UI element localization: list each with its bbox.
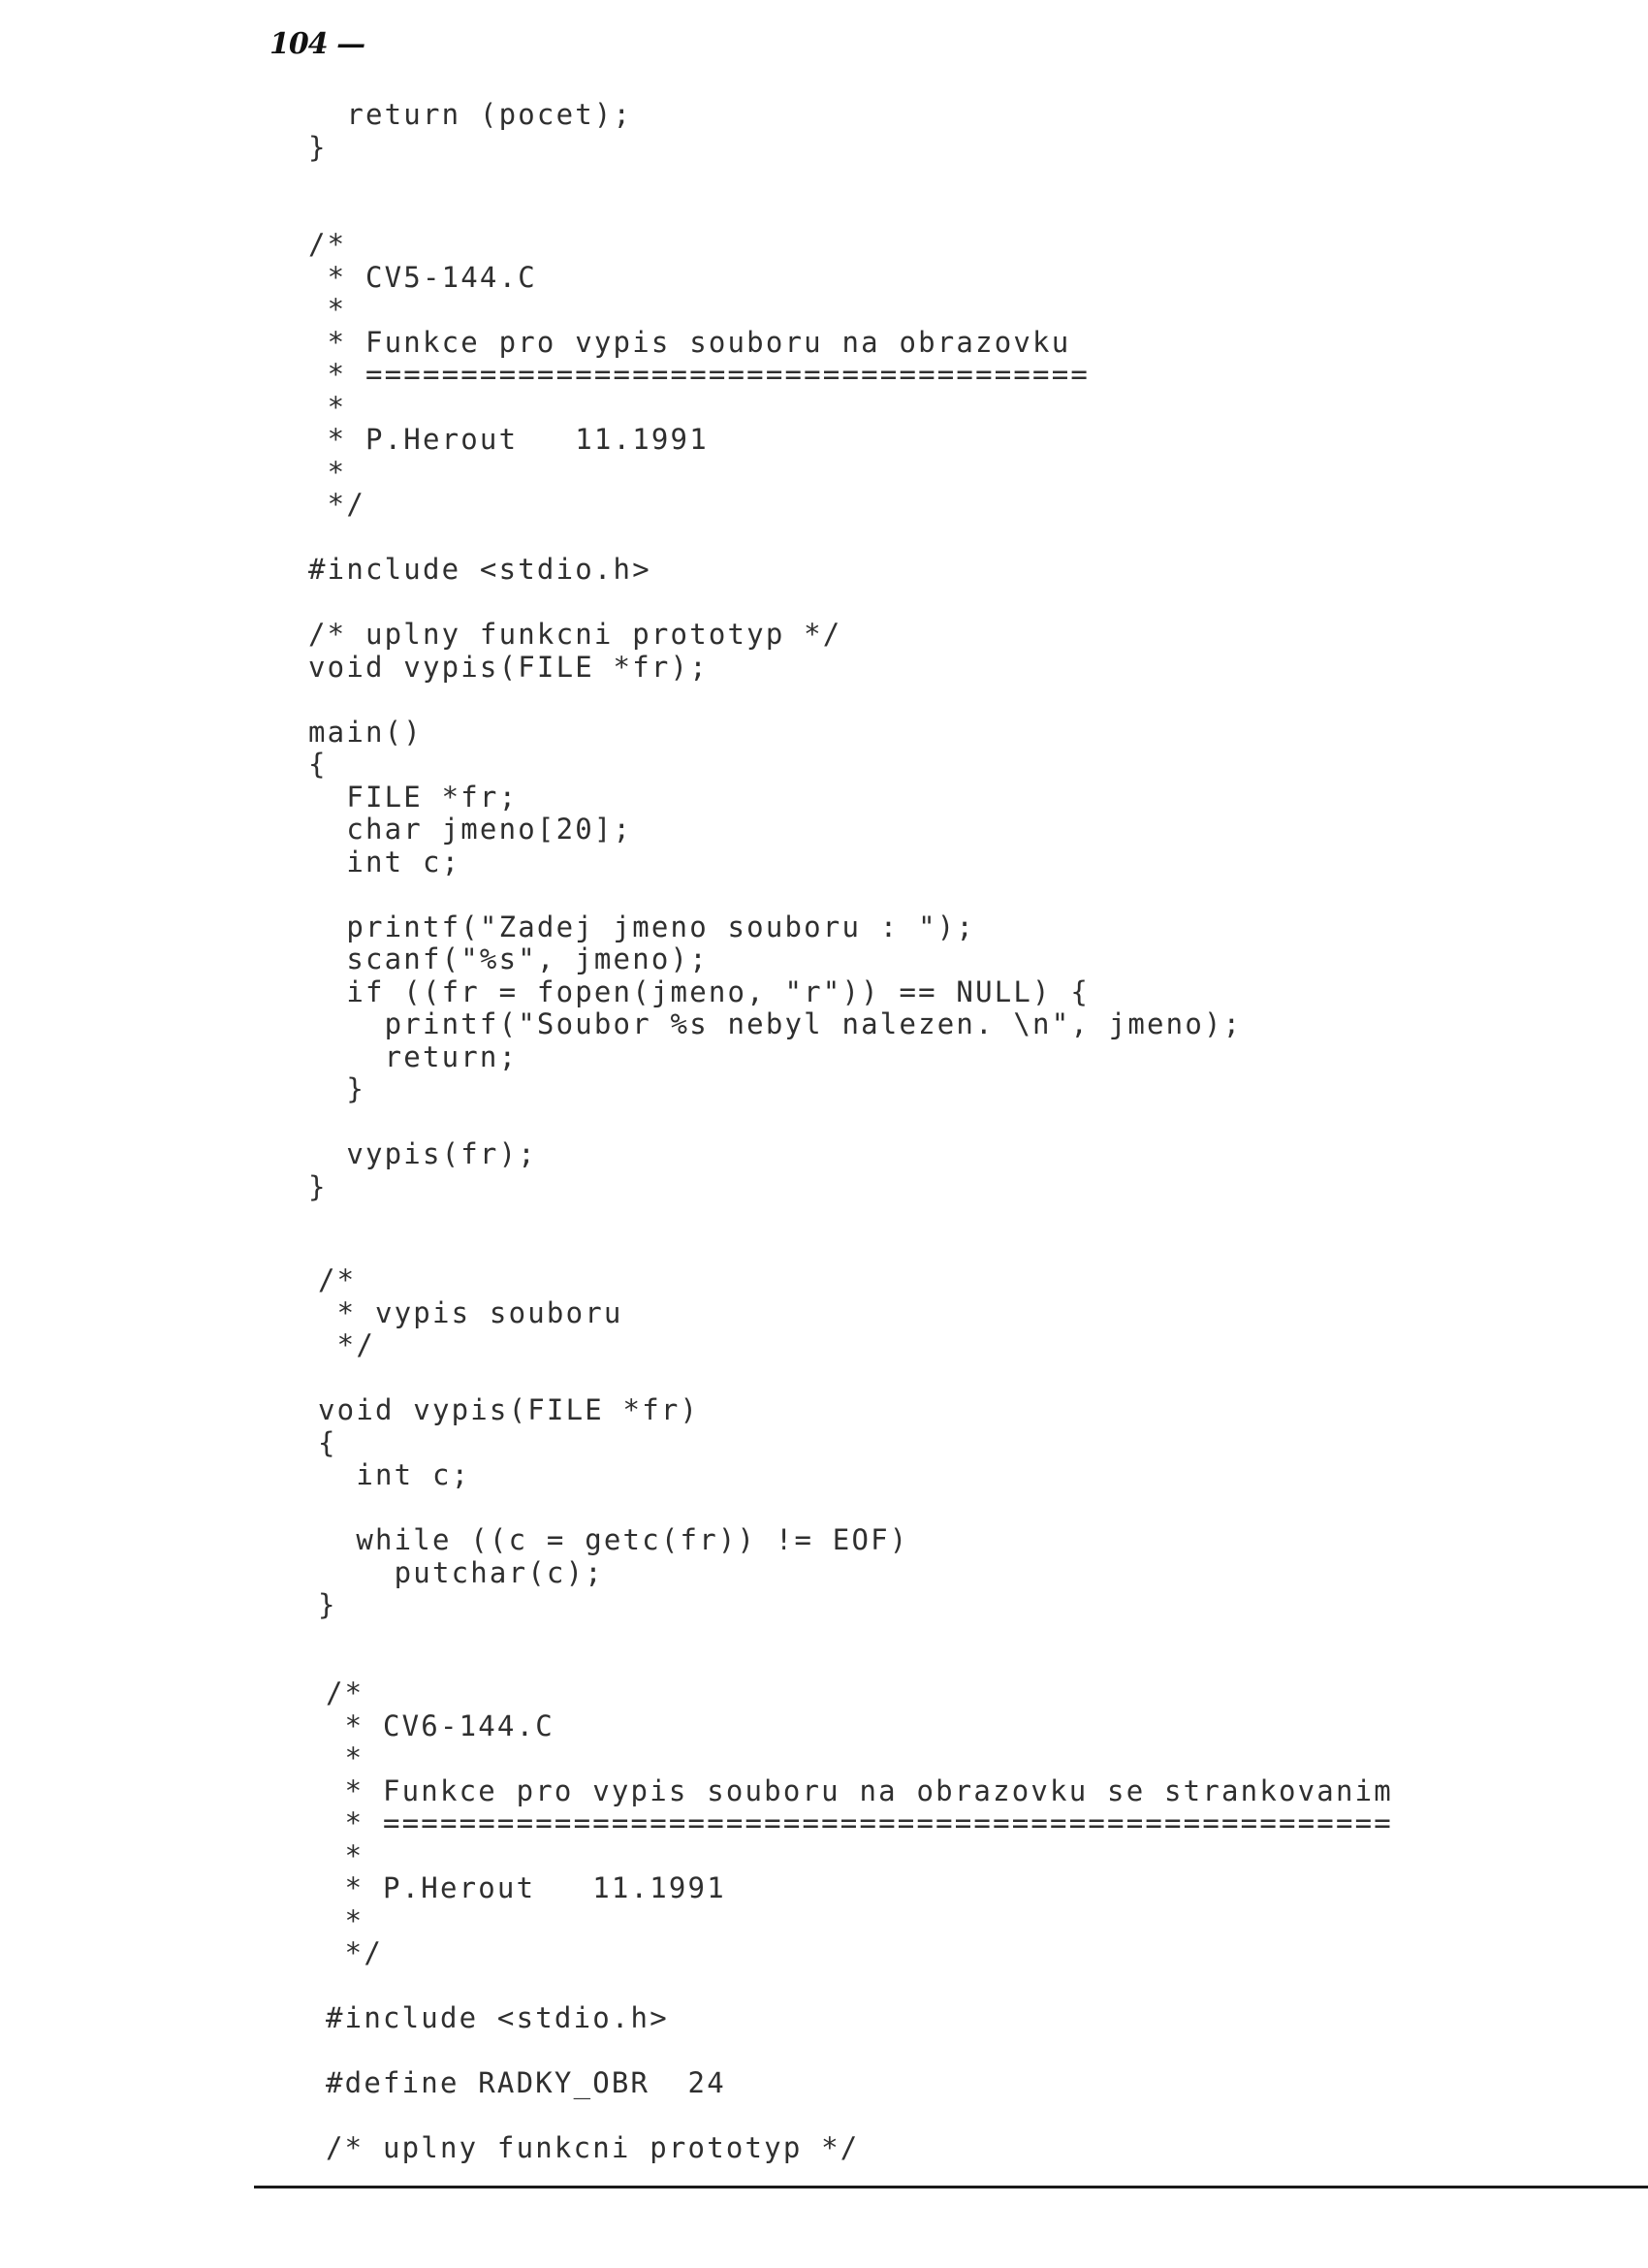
code-line: while ((c = getc(fr)) != EOF) — [318, 1523, 909, 1556]
code-line: } — [308, 130, 328, 164]
code-line: * Funkce pro vypis souboru na obrazovku se strankovanim — [326, 1773, 1393, 1807]
code-line: void vypis(FILE *fr) — [318, 1393, 700, 1426]
code-block-cv5-program — [308, 229, 1242, 1203]
code-line: * ===================================================== — [326, 1806, 1393, 1839]
code-line — [308, 587, 1242, 620]
code-line: /* — [326, 1677, 364, 1709]
code-line — [326, 2100, 1393, 2133]
code-line: * ====================================== — [308, 358, 1091, 391]
code-line — [326, 1970, 1393, 2003]
code-line: #define RADKY_OBR 24 — [326, 2066, 726, 2099]
page-bottom-rule — [254, 2186, 1648, 2188]
code-line: #include <stdio.h> — [326, 2001, 669, 2034]
code-line: * P.Herout 11.1991 — [326, 1871, 726, 1904]
code-line: * — [308, 390, 347, 424]
code-line: * — [326, 1838, 364, 1872]
code-line: } — [318, 1588, 337, 1621]
code-line — [308, 878, 1242, 911]
code-line — [308, 684, 1242, 717]
code-line — [326, 2035, 1393, 2068]
code-line: * P.Herout 11.1991 — [308, 423, 709, 456]
code-line: * — [326, 1741, 364, 1774]
code-line: return (pocet); — [308, 98, 633, 131]
code-line: char jmeno[20]; — [308, 813, 633, 846]
code-block-vypis-function — [318, 1264, 908, 1622]
code-line: FILE *fr; — [308, 780, 519, 814]
code-line: putchar(c); — [318, 1555, 604, 1589]
code-line: * — [326, 1903, 364, 1937]
code-line: /* uplny funkcni prototyp */ — [326, 2131, 860, 2164]
code-line: int c; — [318, 1458, 471, 1491]
code-line — [308, 1106, 1242, 1139]
code-line: * CV6-144.C — [326, 1709, 555, 1742]
page-number: 104 — — [269, 27, 365, 61]
code-line: } — [308, 1072, 365, 1105]
code-line: if ((fr = fopen(jmeno, "r")) == NULL) { — [308, 974, 1091, 1008]
code-line: #include <stdio.h> — [308, 553, 651, 586]
code-line: /* — [318, 1263, 357, 1296]
code-line: */ — [326, 1936, 383, 1969]
code-line: printf("Soubor %s nebyl nalezen. \n", jmeno); — [308, 1007, 1243, 1040]
code-line: */ — [308, 488, 365, 521]
code-line: printf("Zadej jmeno souboru : "); — [308, 910, 976, 943]
code-line: } — [308, 1169, 328, 1203]
code-line: * vypis souboru — [318, 1295, 623, 1329]
code-line: /* — [308, 228, 347, 261]
code-line — [318, 1492, 908, 1525]
code-line: main() — [308, 715, 423, 749]
code-block-cv6-program — [326, 1677, 1393, 2165]
code-line: { — [318, 1425, 337, 1459]
code-line: /* uplny funkcni prototyp */ — [308, 618, 842, 651]
code-line: { — [308, 748, 328, 781]
code-line: vypis(fr); — [308, 1137, 537, 1170]
code-line: int c; — [308, 845, 461, 878]
code-line: */ — [318, 1328, 375, 1361]
code-line: scanf("%s", jmeno); — [308, 942, 709, 975]
code-line: return; — [308, 1039, 519, 1073]
code-line: void vypis(FILE *fr); — [308, 650, 709, 684]
code-line: * Funkce pro vypis souboru na obrazovku — [308, 325, 1071, 359]
code-block-return — [308, 99, 632, 164]
code-line: * — [308, 293, 347, 326]
code-line — [308, 522, 1242, 555]
code-line — [318, 1362, 908, 1395]
code-line: * — [308, 455, 347, 489]
code-line: * CV5-144.C — [308, 260, 537, 294]
